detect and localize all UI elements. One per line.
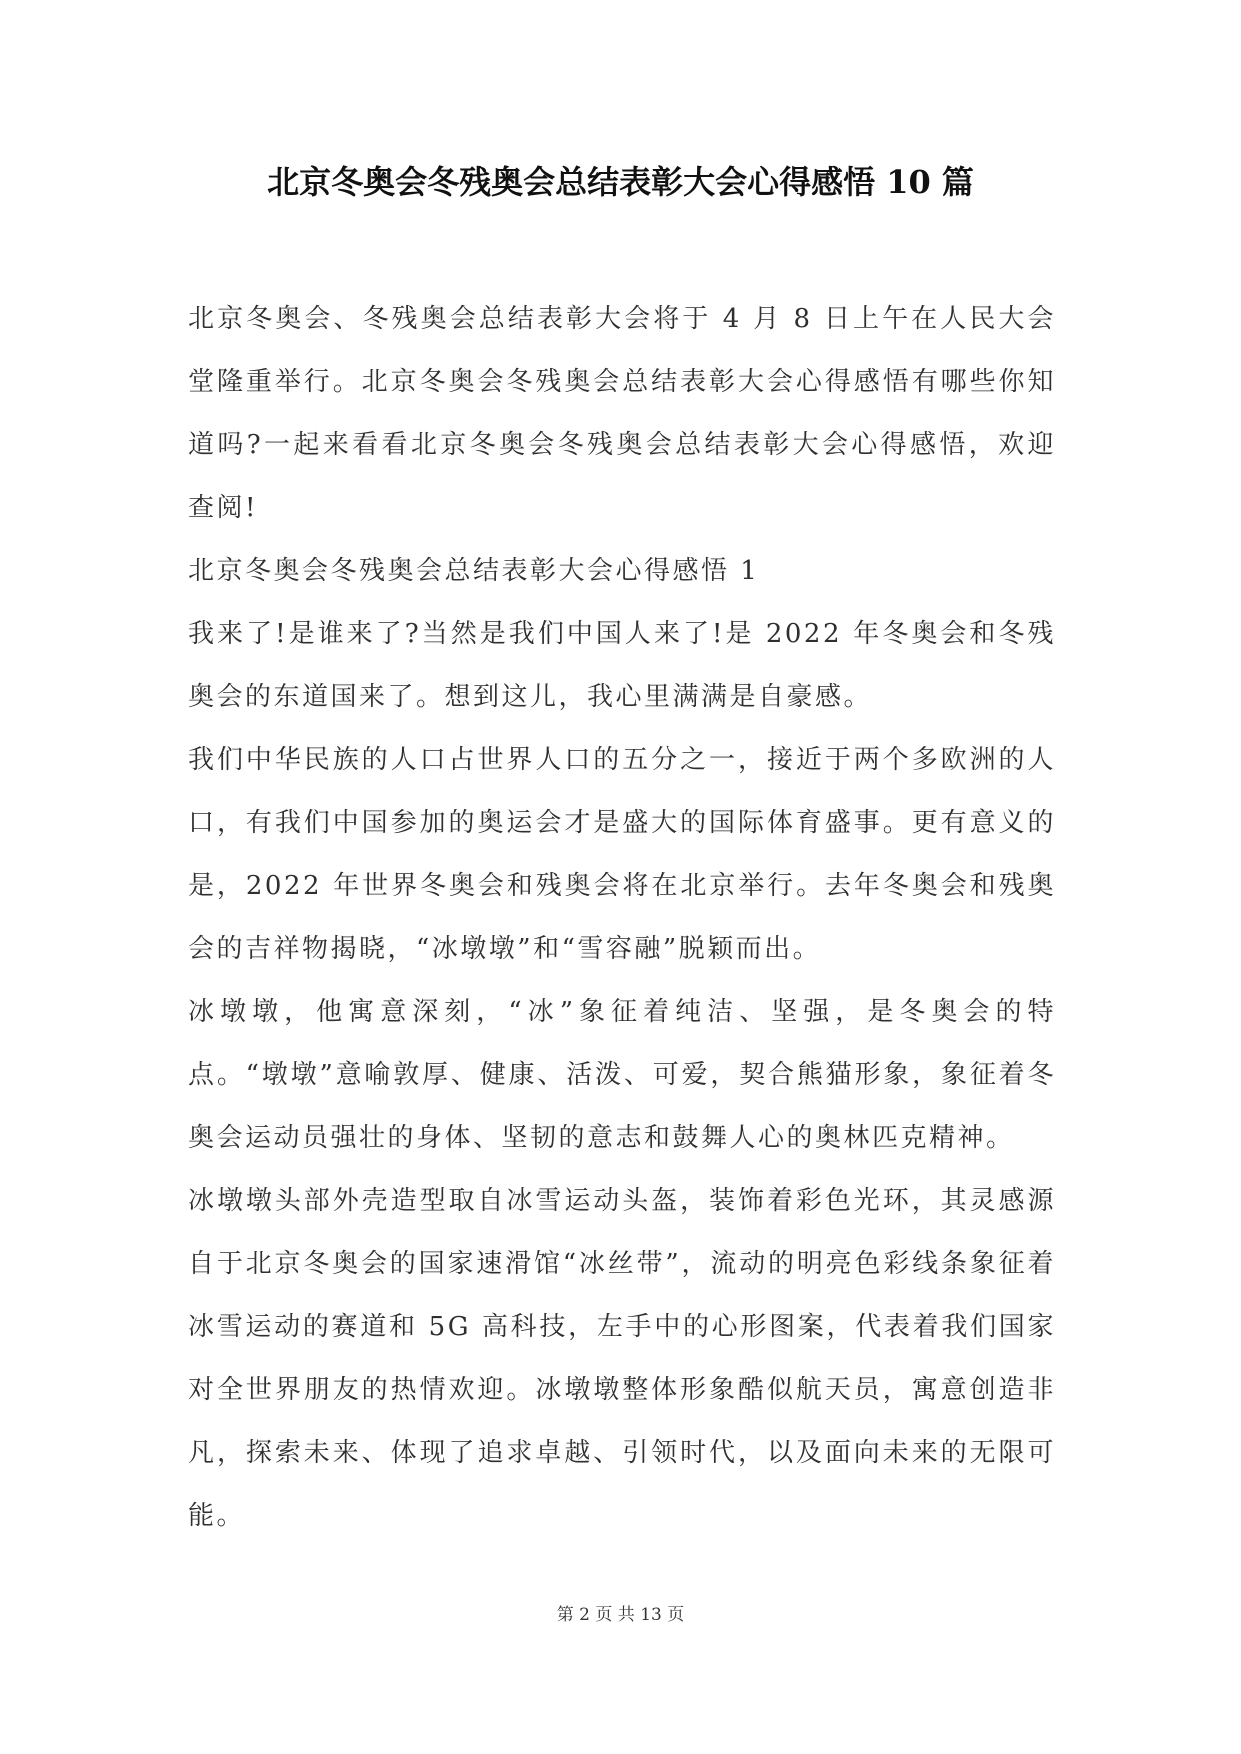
document-title: 北京冬奥会冬残奥会总结表彰大会心得感悟 10 篇	[267, 163, 974, 201]
body-paragraph: 冰墩墩头部外壳造型取自冰雪运动头盔，装饰着彩色光环，其灵感源自于北京冬奥会的国家速滑馆“冰丝带”，流动的明亮色彩线条象征着冰雪运动的赛道和 5G 高科技，左手中的心形图案，代表着我们国家对全世界朋友的热情欢迎。冰墩墩整体形象酷似航天员，寓意创造非凡，探索未来、体现了追求卓越、引领时代，以及面向未来的无限可能。	[188, 1186, 1056, 1531]
body-paragraph: 我们中华民族的人口占世界人口的五分之一，接近于两个多欧洲的人口，有我们中国参加的奥运会才是盛大的国际体育盛事。更有意义的是，2022 年世界冬奥会和残奥会将在北京举行。去年冬奥会和残奥会的吉祥物揭晓，“冰墩墩”和“雪容融”脱颖而出。	[188, 745, 1056, 964]
section-heading: 北京冬奥会冬残奥会总结表彰大会心得感悟 1	[188, 556, 760, 586]
document-body	[188, 288, 1056, 1548]
body-paragraph: 我来了!是谁来了?当然是我们中国人来了!是 2022 年冬奥会和冬残奥会的东道国来了。想到这儿，我心里满满是自豪感。	[188, 619, 1056, 712]
intro-paragraph: 北京冬奥会、冬残奥会总结表彰大会将于 4 月 8 日上午在人民大会堂隆重举行。北京冬奥会冬残奥会总结表彰大会心得感悟有哪些你知道吗?一起来看看北京冬奥会冬残奥会总结表彰大会心得感悟，欢迎查阅!	[188, 304, 1056, 523]
body-paragraph: 冰墩墩，他寓意深刻，“冰”象征着纯洁、坚强，是冬奥会的特点。“墩墩”意喻敦厚、健康、活泼、可爱，契合熊猫形象，象征着冬奥会运动员强壮的身体、坚韧的意志和鼓舞人心的奥林匹克精神。	[188, 997, 1056, 1153]
page-number-footer: 第 2 页 共 13 页	[556, 1605, 685, 1625]
